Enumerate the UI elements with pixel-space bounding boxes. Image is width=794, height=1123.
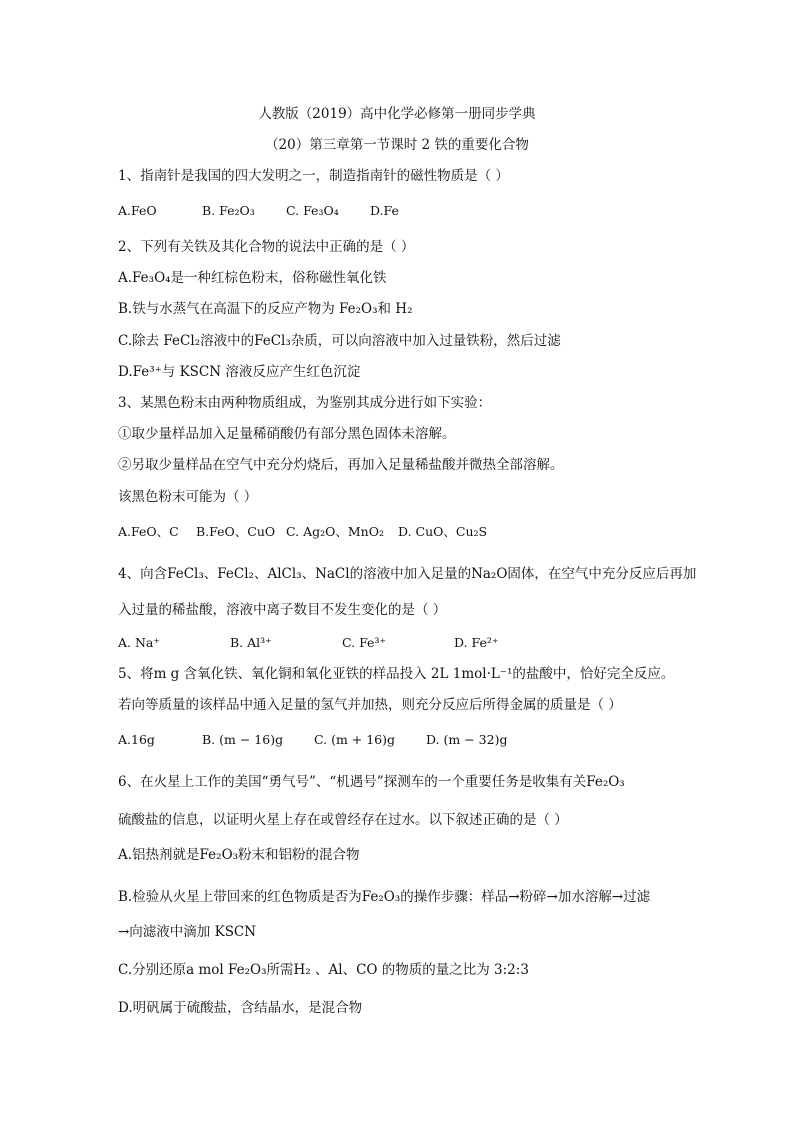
q3-option-b: B.FeO、CuO	[196, 524, 276, 539]
question-5-stem-line-1: 5、将m g 含氧化铁、氧化铜和氧化亚铁的样品投入 2L 1mol·L⁻¹的盐酸中，恰好完全反应。	[118, 666, 675, 682]
q4-option-a: A. Na⁺	[118, 635, 160, 650]
q2-option-c: C.除去 FeCl₂溶液中的FeCl₃杂质，可以向溶液中加入过量铁粉，然后过滤	[118, 333, 561, 349]
question-3-stem: 3、某黑色粉末由两种物质组成，为鉴别其成分进行如下实验：	[118, 395, 492, 411]
question-5-stem-line-2: 若向等质量的该样品中通入足量的氢气并加热，则充分反应后所得金属的质量是（ ）	[118, 697, 622, 713]
document-title: 人教版（2019）高中化学必修第一册同步学典	[258, 106, 536, 122]
q6-option-b: B.检验从火星上带回来的红色物质是否为Fe₂O₃的操作步骤：样品→粉碎→加水溶解→过滤	[118, 889, 651, 905]
q1-option-b: B. Fe₂O₃	[202, 203, 255, 218]
q1-option-d: D.Fe	[370, 203, 399, 218]
question-6-stem-line-1: 6、在火星上工作的美国“勇气号”、“机遇号”探测车的一个重要任务是收集有关Fe₂O₃	[118, 774, 625, 790]
q2-option-d: D.Fe³⁺与 KSCN 溶液反应产生红色沉淀	[118, 364, 361, 380]
q4-option-c: C. Fe³⁺	[342, 635, 387, 650]
q6-option-c: C.分别还原a mol Fe₂O₃所需H₂ 、Al、CO 的物质的量之比为 3:2:3	[118, 962, 529, 978]
q5-option-a: A.16g	[118, 732, 155, 747]
q3-step-2: ②另取少量样品在空气中充分灼烧后，再加入足量稀盐酸并微热全部溶解。	[118, 457, 564, 473]
q6-option-b-continued: →向滤液中滴加 KSCN	[118, 924, 257, 940]
q2-option-b: B.铁与水蒸气在高温下的反应产物为 Fe₂O₃和 H₂	[118, 301, 413, 317]
q3-step-1: ①取少量样品加入足量稀硝酸仍有部分黑色固体未溶解。	[118, 426, 456, 442]
question-2-stem: 2、下列有关铁及其化合物的说法中正确的是（ ）	[118, 239, 415, 255]
question-4-stem-line-2: 入过量的稀盐酸，溶液中离子数目不发生变化的是（ ）	[118, 602, 447, 618]
question-6-stem-line-2: 硫酸盐的信息，以证明火星上存在或曾经存在过水。以下叙述正确的是（ ）	[118, 812, 568, 828]
q1-option-c: C. Fe₃O₄	[286, 203, 339, 218]
question-4-stem-line-1: 4、向含FeCl₃、FeCl₂、AlCl₃、NaCl的溶液中加入足量的Na₂O固体，在空气中充分反应后再加	[118, 566, 697, 582]
q3-option-c: C. Ag₂O、MnO₂	[286, 524, 384, 539]
q2-option-a: A.Fe₃O₄是一种红棕色粉末，俗称磁性氧化铁	[118, 270, 387, 286]
q3-option-d: D. CuO、Cu₂S	[398, 524, 488, 539]
q5-option-b: B. (m − 16)g	[202, 732, 284, 747]
q3-question: 该黑色粉末可能为（ ）	[118, 489, 258, 505]
q5-option-c: C. (m + 16)g	[314, 732, 395, 747]
q3-option-a: A.FeO、C	[118, 524, 179, 539]
q1-option-a: A.FeO	[118, 203, 157, 218]
q6-option-d: D.明矾属于硫酸盐，含结晶水，是混合物	[118, 1000, 363, 1016]
question-1-stem: 1、指南针是我国的四大发明之一，制造指南针的磁性物质是（ ）	[118, 168, 509, 184]
q5-option-d: D. (m − 32)g	[426, 732, 508, 747]
q4-option-d: D. Fe²⁺	[454, 635, 499, 650]
q4-option-b: B. Al³⁺	[230, 635, 272, 650]
q6-option-a: A.铝热剂就是Fe₂O₃粉末和铝粉的混合物	[118, 847, 360, 863]
document-subtitle: （20）第三章第一节课时 2 铁的重要化合物	[265, 137, 529, 153]
